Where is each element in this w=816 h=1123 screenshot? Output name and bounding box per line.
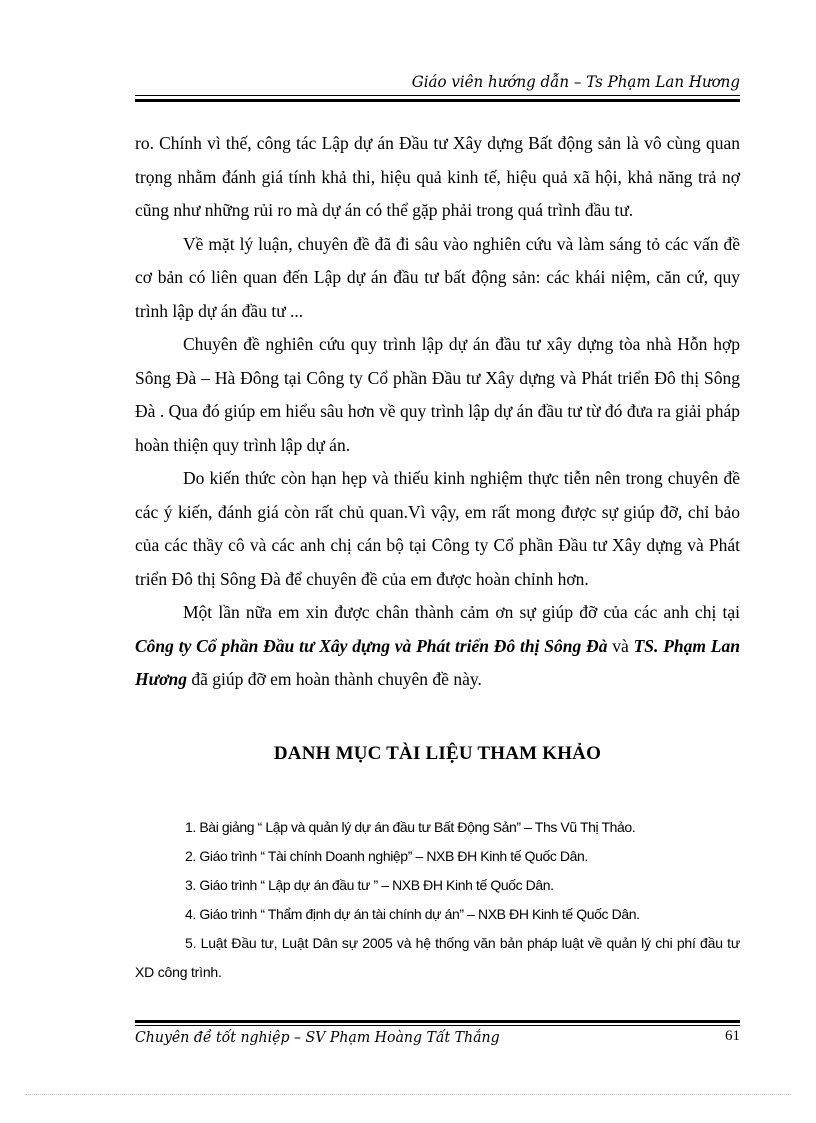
running-header: Giáo viên hướng dẫn – Ts Phạm Lan Hương xyxy=(411,72,740,91)
reference-item: 1. Bài giảng “ Lập và quản lý dự án đầu tư Bất Động Sản” – Ths Vũ Thị Thảo. xyxy=(185,819,636,835)
reference-item: 4. Giáo trình “ Thẩm định dự án tài chính dự án” – NXB ĐH Kinh tế Quốc Dân. xyxy=(185,906,640,922)
paragraph-3: Chuyên đề nghiên cứu quy trình lập dự án đầu tư xây dựng tòa nhà Hỗn hợp Sông Đà – Hà Đông tại Công ty Cổ phần Đầu tư Xây dựng và Phát triển Đô thị Sông Đà . Qua đó giúp em hiểu sâu hơn về quy trình lập dự án đầu tư từ đó đưa ra giải pháp hoàn thiện quy trình lập dự án. xyxy=(135,334,740,455)
paragraph-1: ro. Chính vì thế, công tác Lập dự án Đầu tư Xây dựng Bất động sản là vô cùng quan trọng nhằm đánh giá tính khả thi, hiệu quả kinh tế, hiệu quả xã hội, khả năng trả nợ cũng như những rủi ro mà dự án có thể gặp phải trong quá trình đầu tư. xyxy=(135,133,740,220)
page-number: 61 xyxy=(725,1028,740,1044)
paragraph-5-end: đã giúp đỡ em hoàn thành chuyên đề này. xyxy=(186,669,482,689)
running-footer: Chuyên đề tốt nghiệp – SV Phạm Hoàng Tất Thắng xyxy=(135,1028,500,1046)
paragraph-5-start: Một lần nữa em xin được chân thành cảm ơn sự giúp đỡ của các anh chị tại xyxy=(183,602,740,622)
footer-rule-thin xyxy=(135,1025,740,1026)
reference-item: 3. Giáo trình “ Lập dự án đầu tư ” – NXB ĐH Kinh tế Quốc Dân. xyxy=(185,877,554,893)
paragraph-4: Do kiến thức còn hạn hẹp và thiếu kinh nghiệm thực tiễn nên trong chuyên đề các ý kiến, đánh giá còn rất chủ quan.Vì vậy, em rất mong được sự giúp đỡ, chỉ bảo của các thầy cô và các anh chị cán bộ tại Công ty Cổ phần Đầu tư Xây dựng và Phát triển Đô thị Sông Đà để chuyên đề của em được hoàn chỉnh hơn. xyxy=(135,468,740,589)
header-rule-thin xyxy=(135,95,740,96)
reference-item: 5. Luật Đầu tư, Luật Dân sự 2005 và hệ thống văn bản pháp luật về quản lý chi phí đầu tư XD công trình. xyxy=(135,935,740,980)
company-name: Công ty Cổ phần Đầu tư Xây dựng và Phát triển Đô thị Sông Đà xyxy=(135,635,608,656)
advisor-name: TS. Phạm Lan Hương xyxy=(135,635,740,689)
reference-item: 2. Giáo trình “ Tài chính Doanh nghiệp” – NXB ĐH Kinh tế Quốc Dân. xyxy=(185,848,588,864)
references-title: DANH MỤC TÀI LIỆU THAM KHẢO xyxy=(273,743,602,764)
footer-rule-thick xyxy=(135,1020,740,1023)
paragraph-5-and: và xyxy=(607,635,634,656)
paragraph-2: Về mặt lý luận, chuyên đề đã đi sâu vào nghiên cứu và làm sáng tỏ các vấn đề cơ bản có liên quan đến Lập dự án đầu tư bất động sản: các khái niệm, căn cứ, quy trình lập dự án đầu tư ... xyxy=(135,233,740,321)
paragraph-5 xyxy=(135,596,740,697)
header-rule-thick xyxy=(135,99,740,102)
page-bottom-dotted-line xyxy=(25,1094,791,1095)
references-list xyxy=(135,813,740,987)
body-text xyxy=(135,127,740,697)
